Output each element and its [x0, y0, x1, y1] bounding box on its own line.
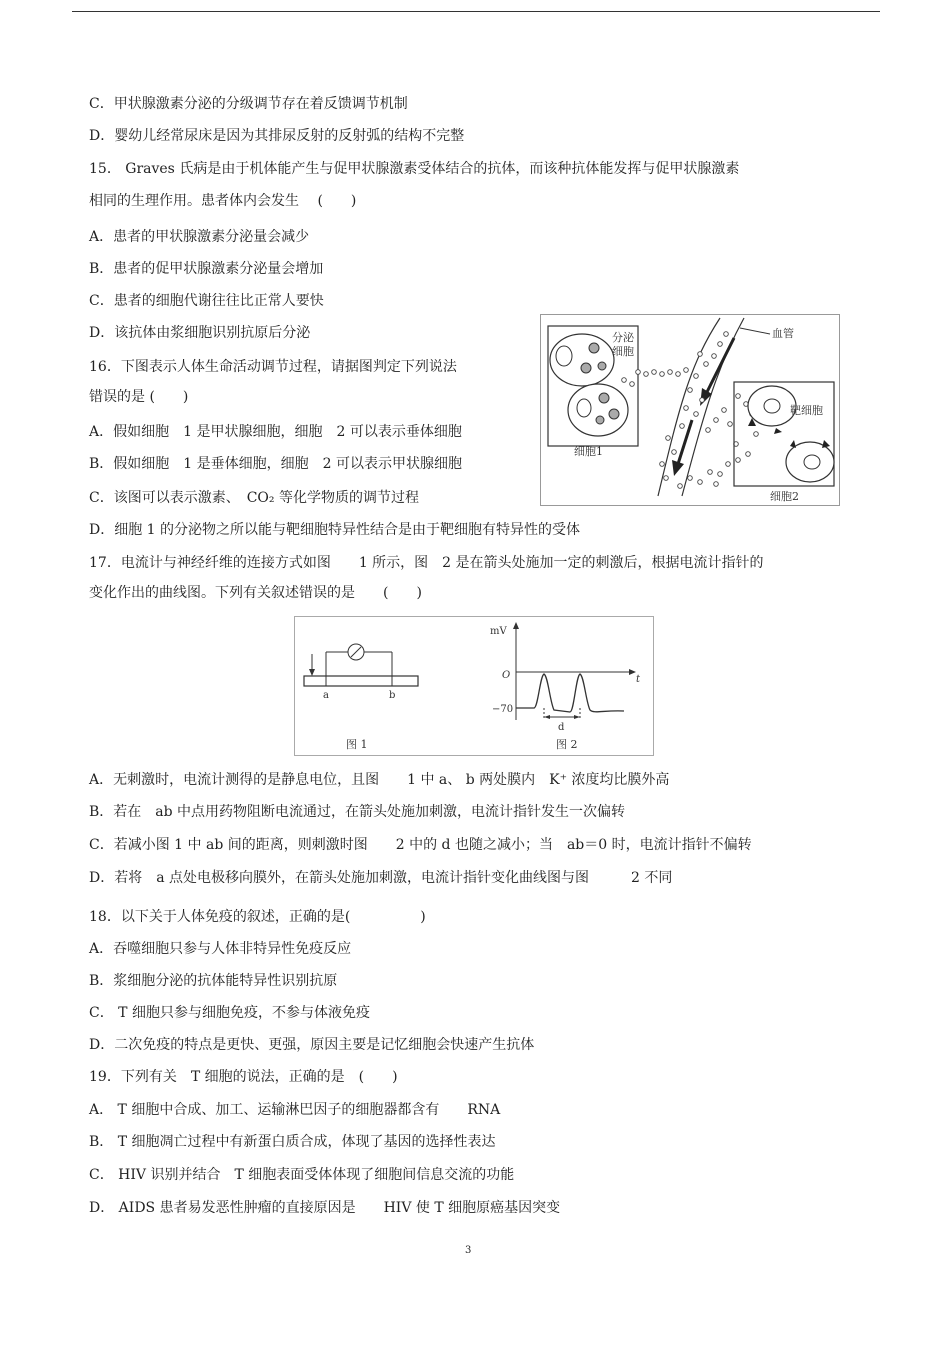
secretory-cell-upper	[550, 334, 614, 386]
q17-option-c: C．若减小图 1 中 ab 间的距离，则刺激时图 2 中的 d 也随之减小；当 ab＝0 时，电流计指针不偏转	[89, 837, 752, 853]
q17-option-a: A．无刺激时，电流计测得的是静息电位，且图 1 中 a、 b 两处膜内 K⁺ 浓度均比膜外高	[89, 772, 670, 788]
q15-option-d: D．该抗体由浆细胞识别抗原后分泌	[89, 325, 311, 341]
t-axis-label: t	[636, 674, 641, 685]
q16-option-b: B．假如细胞 1 是垂体细胞，细胞 2 可以表示甲状腺细胞	[89, 456, 463, 472]
q14-option-c: C．甲状腺激素分泌的分级调节存在着反馈调节机制	[89, 96, 408, 112]
label-cell2: 细胞2	[770, 490, 799, 503]
label-vessel: 血管	[772, 327, 794, 340]
q15-stem-line2: 相同的生理作用。患者体内会发生 ( )	[89, 193, 357, 209]
q17-option-d: D．若将 a 点处电极移向膜外，在箭头处施加刺激，电流计指针变化曲线图与图 2 不同	[89, 870, 673, 886]
point-b-label: b	[389, 690, 396, 701]
q18-stem: 18．以下关于人体免疫的叙述，正确的是( )	[89, 909, 426, 925]
label-cell1: 细胞1	[574, 445, 603, 458]
q18-option-c: C． T 细胞只参与细胞免疫，不参与体液免疫	[89, 1005, 370, 1021]
q18-option-d: D．二次免疫的特点是更快、更强，原因主要是记忆细胞会快速产生抗体	[89, 1037, 535, 1053]
q18-option-b: B．浆细胞分泌的抗体能特异性识别抗原	[89, 973, 338, 989]
q19-stem: 19．下列有关 T 细胞的说法，正确的是 ( )	[89, 1069, 398, 1085]
label-cell: 细胞	[612, 345, 634, 358]
q15-option-a: A．患者的甲状腺激素分泌量会减少	[89, 229, 310, 245]
page-number: 3	[465, 1245, 472, 1256]
zero-label: O	[502, 670, 511, 681]
q16-option-d: D．细胞 1 的分泌物之所以能与靶细胞特异性结合是由于靶细胞有特异性的受体	[89, 522, 581, 538]
point-a-label: a	[323, 690, 329, 701]
y-axis-label: mV	[490, 626, 507, 637]
q16-stem-line2: 错误的是 ( )	[89, 389, 189, 405]
target-cell-lower	[786, 442, 834, 482]
target-cell-upper	[748, 386, 796, 426]
q17-stem-line1: 17．电流计与神经纤维的连接方式如图 1 所示，图 2 是在箭头处施加一定的刺激后，根据电流计指针的	[89, 555, 764, 571]
figure1-caption: 图 1	[346, 738, 368, 751]
q16-figure	[540, 314, 840, 506]
minus70-label: −70	[492, 704, 514, 715]
q18-option-a: A．吞噬细胞只参与人体非特异性免疫反应	[89, 941, 352, 957]
label-target: 靶细胞	[790, 404, 823, 417]
q19-option-a: A． T 细胞中合成、加工、运输淋巴因子的细胞器都含有 RNA	[89, 1102, 501, 1118]
q17-option-b: B．若在 ab 中点用药物阻断电流通过，在箭头处施加刺激，电流计指针发生一次偏转	[89, 804, 626, 820]
figure2-caption: 图 2	[556, 738, 578, 751]
q15-stem-line1: 15． Graves 氏病是由于机体能产生与促甲状腺激素受体结合的抗体，而该种抗体能发挥与促甲状腺激素	[89, 161, 740, 177]
q19-option-b: B． T 细胞凋亡过程中有新蛋白质合成，体现了基因的选择性表达	[89, 1134, 496, 1150]
q17-stem-line2: 变化作出的曲线图。下列有关叙述错误的是 ( )	[89, 585, 422, 601]
q15-option-c: C．患者的细胞代谢往往比正常人要快	[89, 293, 324, 309]
top-rule	[72, 11, 880, 12]
q17-figure	[294, 616, 654, 756]
q15-option-b: B．患者的促甲状腺激素分泌量会增加	[89, 261, 324, 277]
q19-option-c: C． HIV 识别并结合 T 细胞表面受体体现了细胞间信息交流的功能	[89, 1167, 515, 1183]
q16-option-c: C．该图可以表示激素、 CO₂ 等化学物质的调节过程	[89, 490, 419, 506]
label-secretory: 分泌	[612, 331, 634, 344]
q19-option-d: D． AIDS 患者易发恶性肿瘤的直接原因是 HIV 使 T 细胞原癌基因突变	[89, 1200, 561, 1216]
q14-option-d: D．婴幼儿经常尿床是因为其排尿反射的反射弧的结构不完整	[89, 128, 465, 144]
q16-option-a: A．假如细胞 1 是甲状腺细胞，细胞 2 可以表示垂体细胞	[89, 424, 462, 440]
q16-stem-line1: 16．下图表示人体生命活动调节过程，请据图判定下列说法	[89, 359, 457, 375]
d-label: d	[558, 722, 565, 733]
